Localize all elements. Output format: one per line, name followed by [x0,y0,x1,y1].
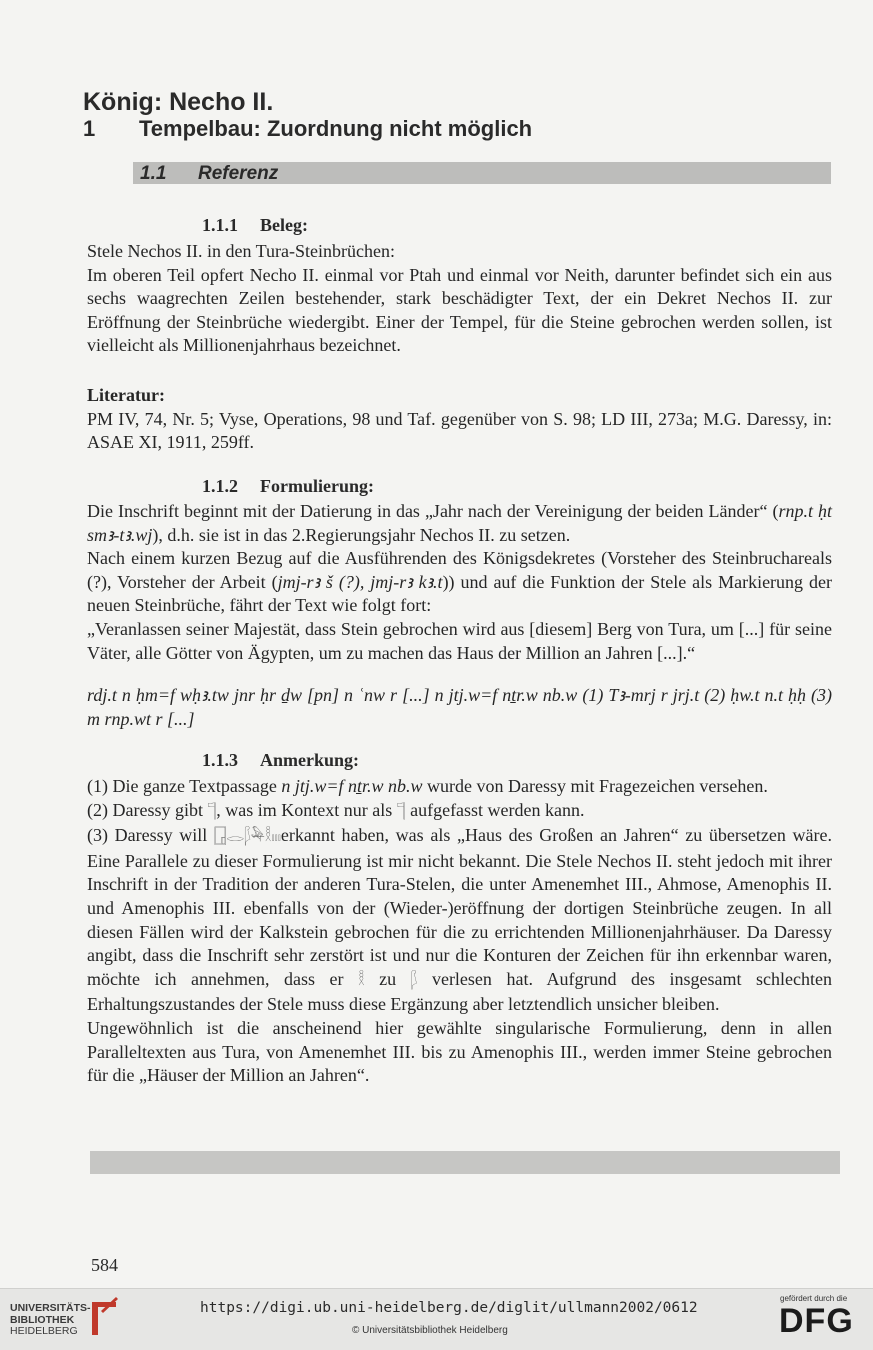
page-number: 584 [91,1255,118,1275]
dfg-logo[interactable]: DFG [779,1302,854,1340]
transliteration: n jtj.w=f nṯr.w nb.w [281,776,423,796]
transliteration-paragraph: rdj.t n ḥm=f wḥꜣ.tw jnr ḥr ḏw [pn] n ʿnw r [...] n jtj.w=f nṯr.w nb.w (1) Tꜣ-mrj r jrj.t (2) ḥw.t n.t ḥḥ (3) m rnp.wt r [...] [87,685,832,729]
end-band [90,1151,840,1174]
literatur-title: Literatur: [87,385,165,405]
text-run: erkannt haben, was als „Haus des Großen an Jahren“ zu übersetzen wäre. Eine Parallele zu dieser Formulierung ist mir nicht bekannt. Die Stele Nechos II. steht jedoch mit ihrer Inschrift in der Tradition der anderen Tura-Stelen, die unter Amenemhet III., Ahmose, Amenophis II. und Amenophis III. ebenfalls von der (Wieder-)eröffnung der dortigen Steinbrüche zeugen. In all diesen Fällen wird der Kalkstein gebrochen für die zu errichtenden Millionenjahrhäuser. Da Daressy angibt, dass die Inschrift sehr zerstört ist und nur die Konturen der Zeichen für ihn erkennbar waren, möchte ich annehmen, dass er [87,825,832,989]
literatur-paragraph [87,384,832,455]
hieroglyph-icon: 𓆄 [410,972,418,989]
hieroglyph-icon: 𓊹 [396,803,406,820]
text-run: ), d.h. sie ist in das 2.Regierungsjahr Nechos II. zu setzen. [152,524,571,545]
text-run: )) und auf die Funktion der Stele als Markierung der neuen Steinbrüche, fährt der Text wie folgt fort: [87,571,832,616]
band-title: Referenz [198,163,279,184]
text-run: aufgefasst werden kann. [405,799,585,820]
library-logo-icon [87,1293,121,1337]
text-run: wurde von Daressy mit Fragezeichen versehen. [422,776,768,796]
beleg-paragraph [87,240,832,358]
beleg-heading [202,215,308,236]
beleg-line1: Stele Nechos II. in den Tura-Steinbrüchen: [87,241,395,261]
band-number: 1.1 [140,163,167,184]
formulierung-title: Formulierung: [260,476,374,496]
transliteration: jmj-rꜣ š (?), jmj-rꜣ kꜣ.t [277,571,443,592]
library-logo-text [10,1303,91,1338]
anmerkung-heading [202,750,359,771]
hieroglyph-icon: 𓎛 [358,972,365,989]
section-title: Tempelbau: Zuordnung nicht möglich [139,116,533,141]
section-number: 1 [83,116,96,141]
formulierung-heading [202,476,374,497]
beleg-title: Beleg: [260,215,308,235]
beleg-number: 1.1.1 [202,215,238,235]
literatur-body: PM IV, 74, Nr. 5; Vyse, Operations, 98 und Taf. gegenüber von S. 98; LD III, 273a; M.G. Daressy, in: ASAE XI, 1911, 259ff. [87,408,832,453]
text-run: Ungewöhnlich ist die anscheinend hier gewählte singularische Formulierung, denn in allen Paralleltexten aus Tura, von Amenemhet III. bis zu Amenophis III., werden immer Steine gebrochen für die „Häuser der Million an Jahren“. [87,1017,832,1086]
text-run: (3) Daressy will [87,825,214,846]
copyright-note: © Universitätsbibliothek Heidelberg [352,1325,508,1336]
library-line3: HEIDELBERG [10,1325,78,1337]
beleg-body: Im oberen Teil opfert Necho II. einmal vor Ptah und einmal vor Neith, darunter befindet sich ein aus sechs waagrechten Zeilen bestehender, stark beschädigter Text, der ein Dekret Nechos II. zur Eröffnung der Steinbrüche wiedergibt. Einer der Tempel, für die Steine gebrochen werden sollen, ist vielleicht als Millionenjahrhaus bezeichnet. [87,264,832,356]
text-run: zu [364,968,411,989]
formulierung-paragraph [87,500,832,665]
anmerkung-number: 1.1.3 [202,750,238,770]
page-url-link[interactable]: https://digi.ub.uni-heidelberg.de/diglit/ullmann2002/0612 [200,1300,698,1316]
funding-note: gefördert durch die [780,1294,848,1303]
formulierung-number: 1.1.2 [202,476,238,496]
transliteration: rnp.t ḥt smꜣ-tꜣ.wj [87,501,832,545]
section-heading [83,116,532,142]
hieroglyph-icon: 𓊹 [207,803,217,820]
page-title: König: Necho II. [83,88,274,116]
text-run: (2) Daressy gibt [87,799,208,820]
library-line1: UNIVERSITÄTS- [10,1302,91,1314]
text-run: verlesen hat. Aufgrund des insgesamt schlechten Erhaltungszustandes der Stele muss diese Ergänzung aber letztendlich unsicher bleiben. [87,968,833,1015]
anmerkung-paragraph [87,775,832,1088]
viewer-footer [0,1288,873,1350]
text-run: (1) Die ganze Textpassage [87,776,282,796]
quotation: „Veranlassen seiner Majestät, dass Stein gebrochen wird aus [diesem] Berg von Tura, um [...] für seine Väter, alle Götter von Ägypten, um zu machen das Haus der Million an Jahren [...].“ [87,618,832,663]
library-line2: BIBLIOTHEK [10,1313,75,1326]
text-run: Die Inschrift beginnt mit der Datierung in das „Jahr nach der Vereinigung der beiden Länder“ ( [87,501,779,521]
subsection-band-label [140,163,278,185]
text-run: , was im Kontext nur als [216,799,397,820]
text-run: Nach einem kurzen Bezug auf die Ausführenden des Königsdekretes (Vorsteher des Steinbruchareals (?), Vorsteher der Arbeit ( [87,548,832,592]
hieroglyph-group-icon: 𓉗𓂋𓆄𓅆𓎛𓏤𓏤𓏤 [213,829,281,846]
anmerkung-title: Anmerkung: [260,750,360,770]
